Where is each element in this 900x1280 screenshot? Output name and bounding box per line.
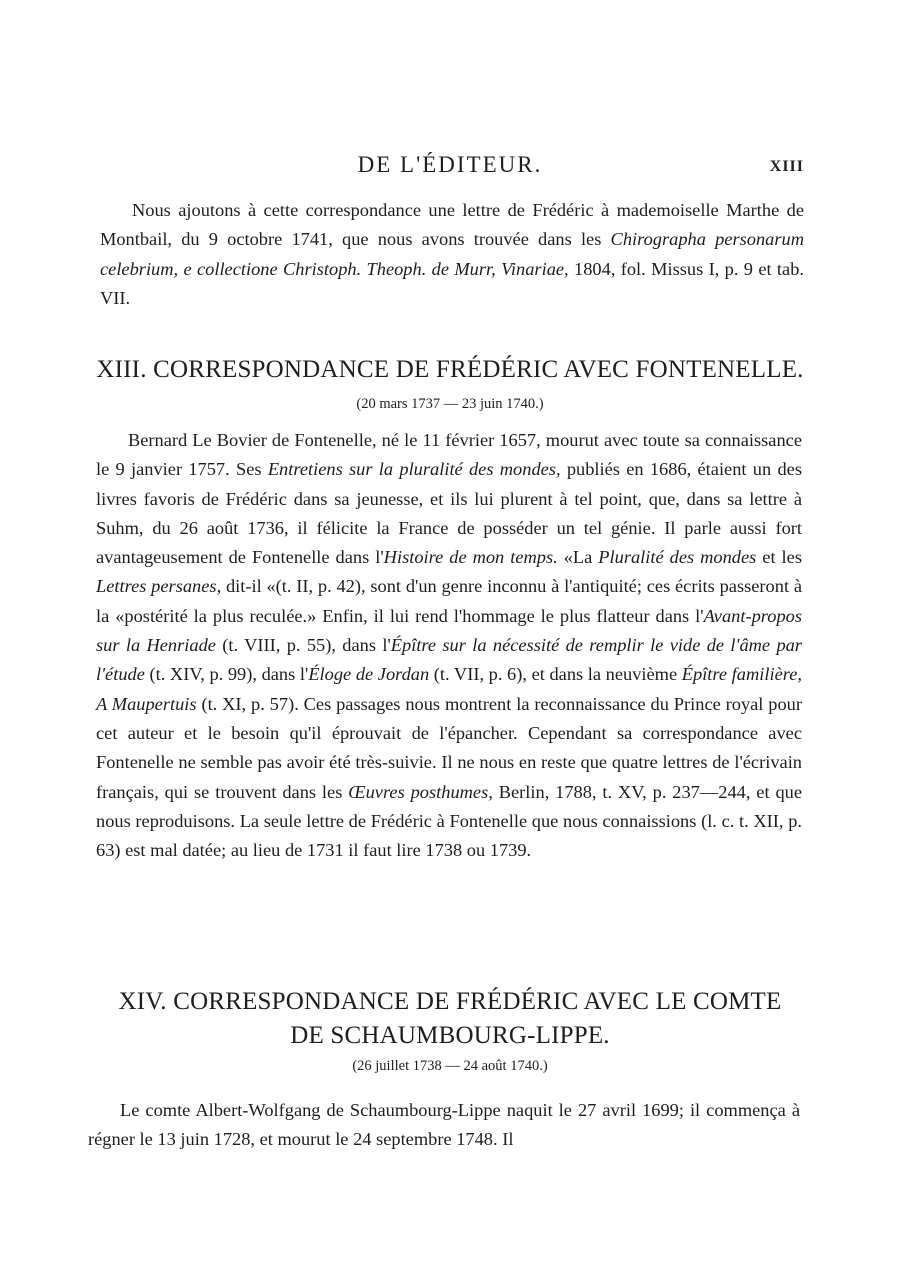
section-heading-xiv — [80, 985, 820, 1053]
page-number: XIII — [769, 158, 804, 175]
section-dates-xiii: (20 mars 1737 — 23 juin 1740.) — [356, 396, 544, 412]
section-dates-xiv: (26 juillet 1738 — 24 août 1740.) — [352, 1058, 548, 1074]
intro-paragraph — [100, 196, 804, 313]
work-title: Entretiens sur la pluralité des mondes, — [267, 459, 561, 480]
heading-line: DE SCHAUMBOURG-LIPPE. — [290, 1022, 610, 1049]
section-paragraph-xiii — [96, 426, 802, 865]
section-paragraph-xiv — [88, 1096, 800, 1155]
paragraph-text: Bernard Le Bovier de Fontenelle, né le 11 février 1657, mourut avec toute sa connaissance le 9 janvier 1757. Ses Entretiens sur la pluralité des mondes, publiés en 1686, étaient un des livres favoris de Frédéric dans sa jeunesse, et ils lui plurent à tel point, que, dans sa lettre à Suhm, du 26 août 1736, il félicite la France de posséder un tel génie. Il parle aussi fort avantageusement de Fontenelle dans l'Histoire de mon temps. «La Pluralité des mondes et les Lettres persanes, dit-il «(t. II, p. 42), sont d'un genre inconnu à l'antiquité; ces écrits passeront à la «postérité la plus reculée.» Enfin, il lui rend l'hommage le plus flatteur dans l'Avant-propos sur la Henriade (t. VIII, p. 55), dans l'Épître sur la nécessité de remplir le vide de l'âme par l'étude (t. XIV, p. 99), dans l'Éloge de Jordan (t. VII, p. 6), et dans la neuvième Épître familière, A Maupertuis (t. XI, p. 57). Ces passages nous montrent la reconnaissance du Prince royal pour cet auteur et le besoin qu'il éprouvait de l'épancher. Cependant sa correspondance avec Fontenelle ne semble pas avoir été très-suivie. Il ne nous en reste que quatre lettres de l'écrivain français, qui se trouvent dans les Œuvres posthumes, Berlin, 1788, t. XV, p. 237—244, et que nous reproduisons. La seule lettre de Frédéric à Fontenelle que nous connaissions (l. c. t. XII, p. 63) est mal datée; au lieu de 1731 il faut lire 1738 ou 1739. — [96, 430, 803, 861]
work-title: Histoire de mon temps. — [383, 547, 558, 568]
running-head — [0, 152, 900, 182]
work-title: Éloge de Jordan — [308, 664, 430, 685]
work-title: Lettres persanes, — [96, 576, 222, 597]
work-title: Pluralité des mondes — [598, 547, 757, 568]
running-title: DE L'ÉDITEUR. — [357, 152, 543, 177]
work-title: Avant-propos sur la Henriade — [96, 605, 802, 656]
intro-text: Nous ajoutons à cette correspondance une lettre de Frédéric à mademoiselle Marthe de Montbail, du 9 octobre 1741, que nous avons trouvée dans les Chirographa personarum celebrium, e collectione Christoph. Theoph. de Murr, Vinariae, 1804, fol. Missus I, p. 9 et tab. VII. — [100, 200, 805, 308]
heading-line: XIV. CORRESPONDANCE DE FRÉDÉRIC AVEC LE COMTE — [118, 988, 782, 1015]
paragraph-text: Le comte Albert-Wolfgang de Schaumbourg-Lippe naquit le 27 avril 1699; il commença à régner le 13 juin 1728, et mourut le 24 septembre 1748. Il — [88, 1100, 800, 1150]
citation-title: Chirographa personarum celebrium, e collectione Christoph. Theoph. de Murr, Vinariae, — [100, 229, 804, 279]
section-heading-xiii: XIII. CORRESPONDANCE DE FRÉDÉRIC AVEC FONTENELLE. — [96, 356, 804, 383]
work-title: Œuvres posthumes, — [348, 781, 493, 802]
work-title: Épître familière, A Maupertuis — [96, 664, 802, 714]
work-title: Épître sur la nécessité de remplir le vide de l'âme par l'étude — [96, 635, 802, 685]
